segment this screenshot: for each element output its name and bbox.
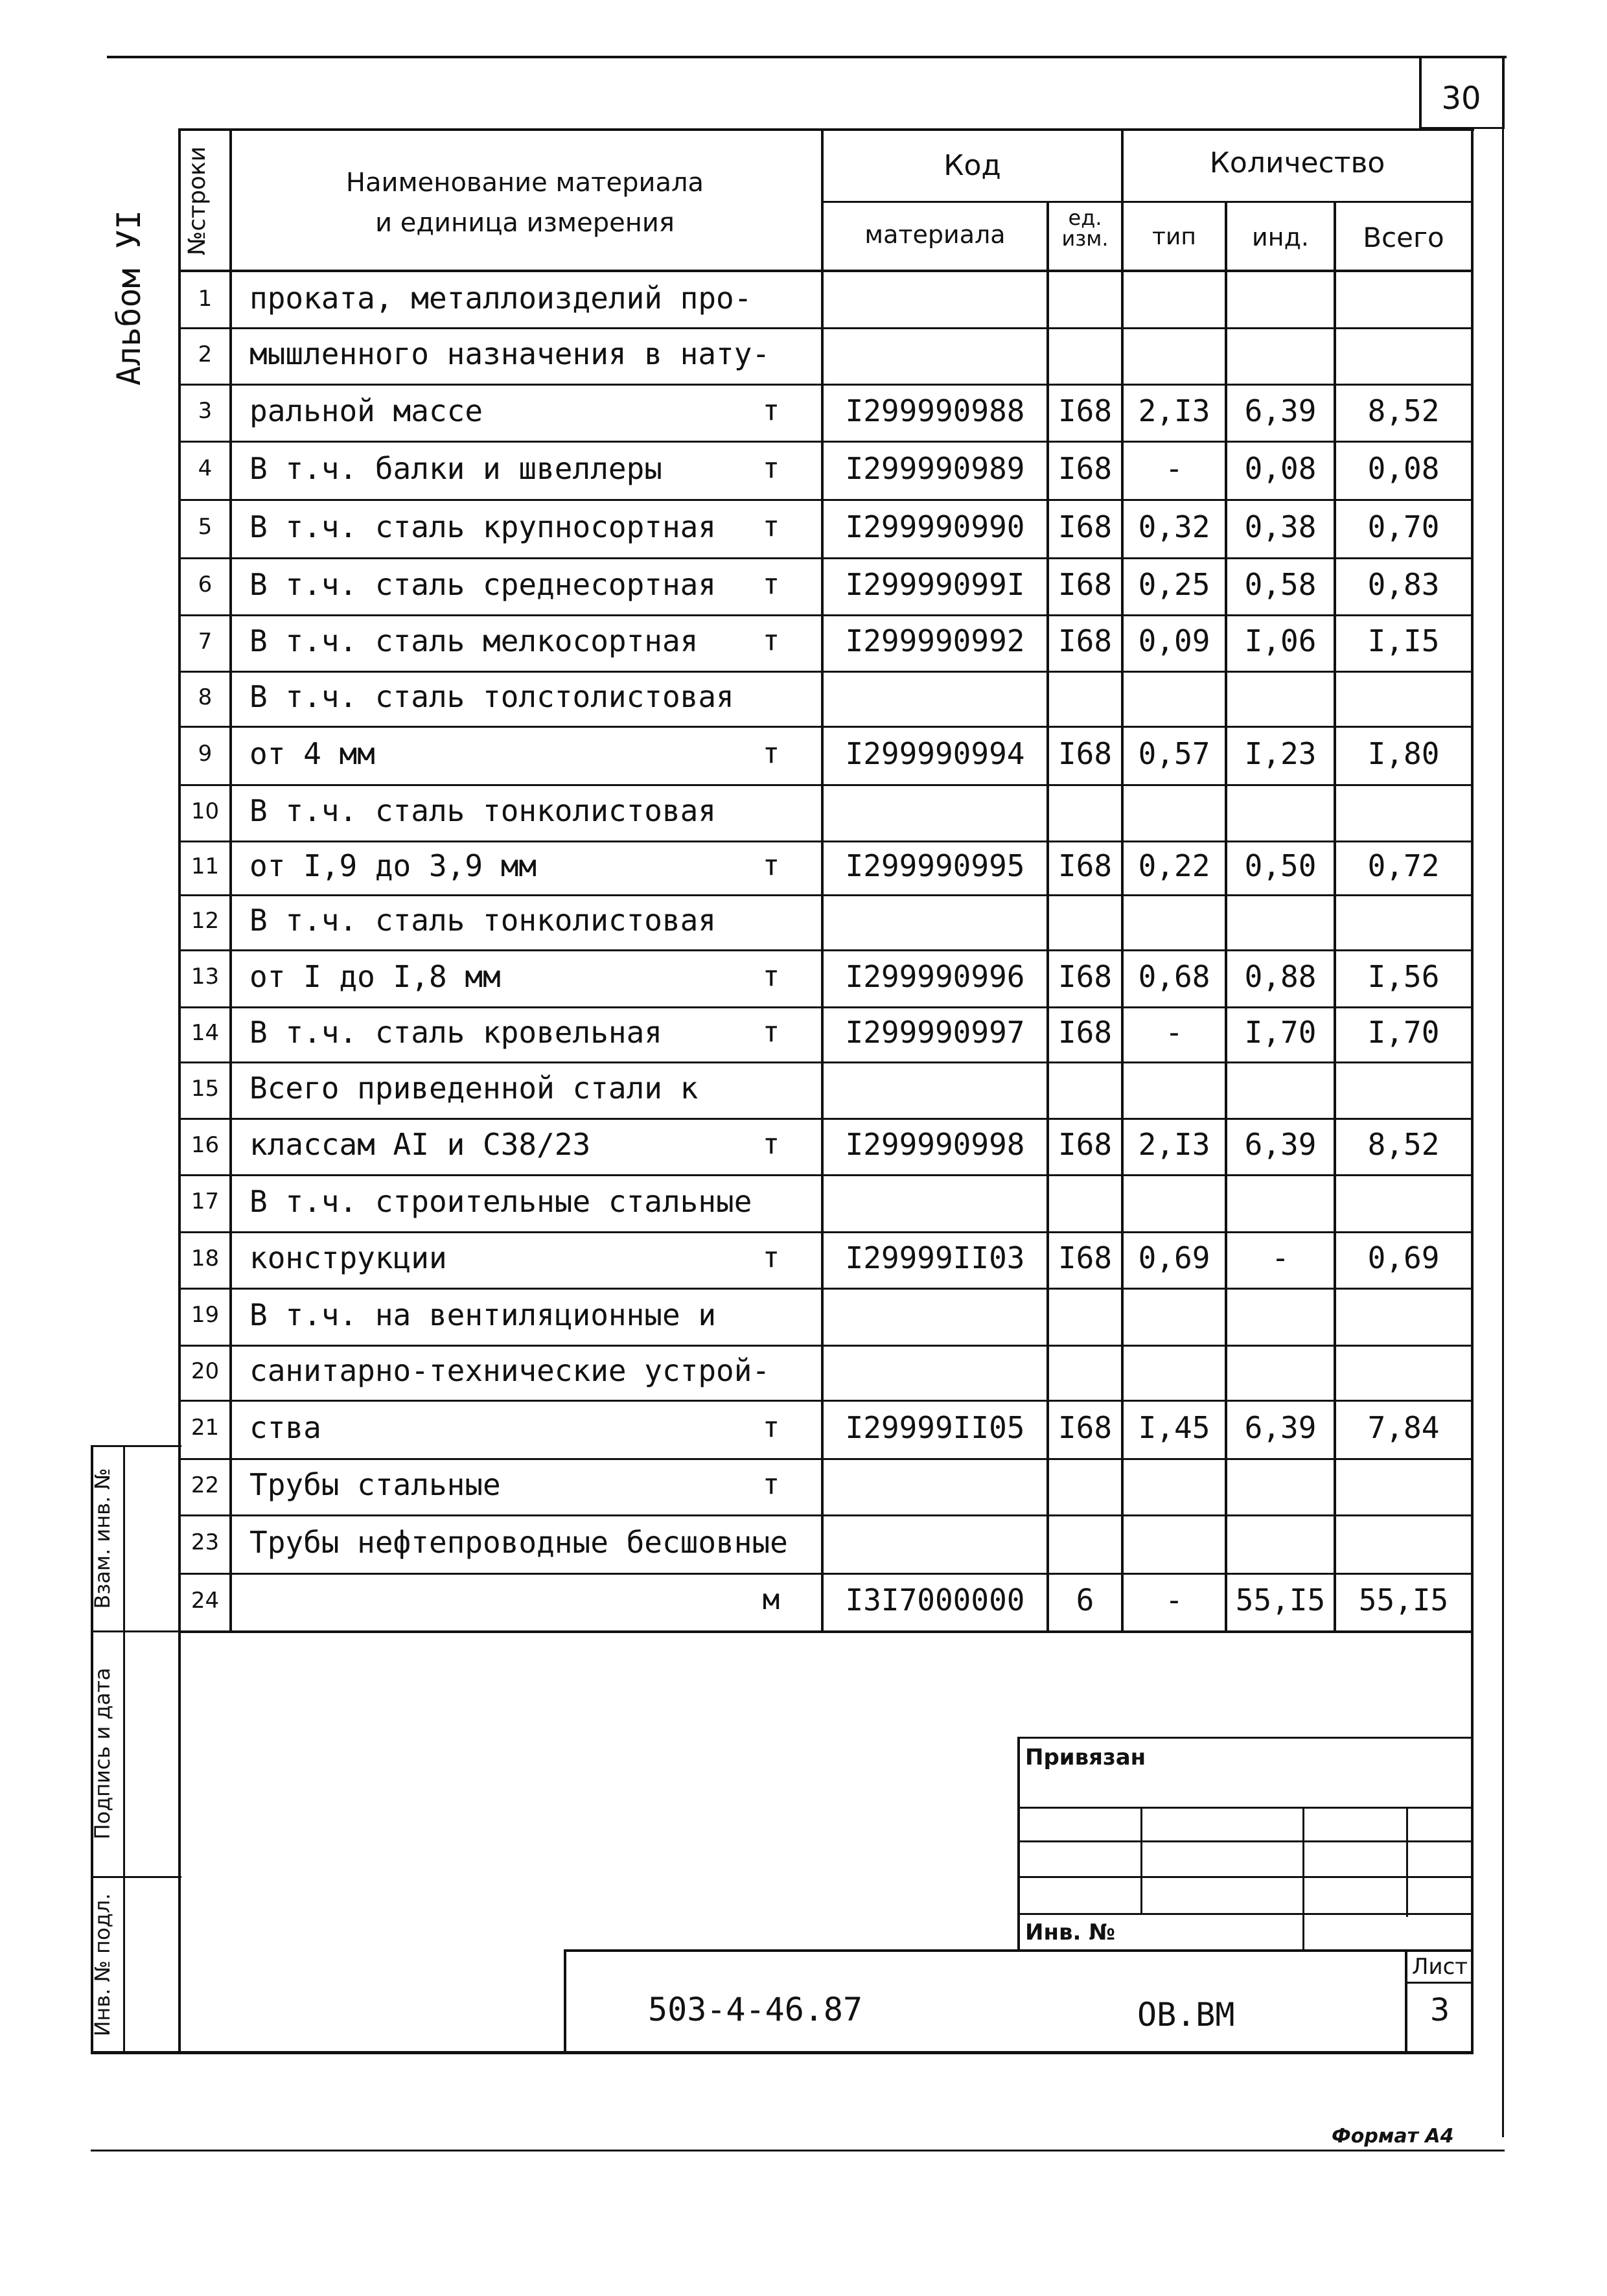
qty-type: -: [1165, 450, 1183, 486]
stamp-col3: [1406, 1807, 1408, 1917]
unit-of-measure: т: [762, 393, 780, 427]
header-code-unit-line2: изм.: [1061, 226, 1109, 251]
row-separator: [178, 1061, 1472, 1063]
side-stamp-sep1: [91, 1630, 181, 1632]
frame-bottom-border: [91, 2051, 1474, 2054]
material-name: мышленного назначения в нату-: [249, 336, 770, 372]
material-name: В т.ч. балки и швеллеры: [249, 450, 662, 486]
qty-type: 0,32: [1138, 509, 1210, 544]
row-number: 13: [191, 964, 220, 990]
material-name: Всего приведенной стали к: [249, 1071, 699, 1106]
row-separator: [178, 726, 1472, 728]
unit-of-measure: т: [762, 1241, 780, 1275]
measure-code: I68: [1058, 958, 1113, 994]
row-number: 18: [191, 1245, 220, 1271]
header-code-material: материала: [864, 220, 1006, 249]
qty-total: 8,52: [1367, 1127, 1440, 1163]
album-label: Альбом УI: [110, 210, 148, 386]
row-number: 10: [191, 798, 220, 824]
row-separator: [178, 671, 1472, 673]
qty-ind: I,70: [1244, 1015, 1317, 1050]
row-separator: [178, 614, 1472, 616]
row-number: 6: [198, 572, 213, 598]
qty-ind: 0,38: [1244, 509, 1317, 544]
row-number: 9: [198, 741, 213, 767]
stamp-block-left: [1017, 1737, 1020, 1951]
header-qty-type: тип: [1152, 224, 1196, 250]
row-separator: [178, 1118, 1472, 1120]
measure-code: I68: [1058, 1015, 1113, 1050]
unit-of-measure: т: [762, 1128, 780, 1161]
unit-of-measure: т: [762, 451, 780, 485]
material-name: В т.ч. сталь среднесортная: [249, 566, 717, 602]
header-quantity: Количество: [1209, 146, 1385, 180]
side-podpis: Подпись и дата: [90, 1667, 115, 1840]
row-separator: [178, 894, 1472, 896]
material-name: В т.ч. сталь тонколистовая: [249, 793, 717, 829]
header-qty-ind: инд.: [1252, 223, 1309, 251]
qty-ind: 55,I5: [1235, 1583, 1326, 1618]
unit-of-measure: м: [762, 1583, 780, 1617]
stamp-col2: [1302, 1807, 1304, 1949]
material-name: классам АI и С38/23: [249, 1127, 591, 1163]
stamp-row3: [1017, 1876, 1472, 1878]
material-code: I299990996: [845, 958, 1025, 994]
frame-right-outer: [1502, 128, 1504, 2137]
qty-total: I,I5: [1367, 623, 1440, 659]
sheet-box-mid: [1405, 1982, 1472, 1984]
measure-code: I68: [1058, 509, 1113, 544]
qty-type: 0,25: [1138, 566, 1210, 602]
material-name: санитарно-технические устрой-: [249, 1353, 770, 1389]
side-stamp-top: [91, 1445, 181, 1447]
unit-of-measure: т: [762, 1015, 780, 1049]
material-code: I299990990: [845, 509, 1025, 544]
sheet-label: Лист: [1411, 1954, 1468, 1980]
measure-code: I68: [1058, 1127, 1113, 1163]
material-name: конструкции: [249, 1240, 447, 1276]
qty-ind: I,06: [1244, 623, 1317, 659]
measure-code: I68: [1058, 736, 1113, 771]
qty-type: 0,57: [1138, 736, 1210, 771]
measure-code: I68: [1058, 1409, 1113, 1445]
qty-ind: 0,50: [1244, 848, 1317, 884]
unit-of-measure: т: [762, 624, 780, 658]
qty-total: 55,I5: [1358, 1583, 1449, 1618]
page-number-box-right: [1502, 56, 1505, 128]
row-number: 3: [198, 398, 213, 424]
header-code-unit: [1049, 207, 1121, 249]
material-name: от 4 мм: [249, 736, 375, 771]
unit-of-measure: т: [762, 736, 780, 770]
stamp-row2: [1017, 1840, 1472, 1842]
row-separator: [178, 1400, 1472, 1402]
qty-ind: I,23: [1244, 736, 1317, 771]
material-code: I299990988: [845, 393, 1025, 428]
material-name: В т.ч. сталь толстолистовая: [249, 679, 734, 715]
measure-code: I68: [1058, 848, 1113, 884]
qty-total: 0,08: [1367, 450, 1440, 486]
side-stamp-mid: [123, 1445, 125, 2054]
row-number: 20: [191, 1358, 220, 1384]
qty-total: 0,69: [1367, 1240, 1440, 1276]
measure-code: I68: [1058, 450, 1113, 486]
qty-ind: 0,88: [1244, 958, 1317, 994]
row-separator: [178, 327, 1472, 329]
row-number: 5: [198, 514, 213, 540]
material-code: I299990992: [845, 623, 1025, 659]
material-code: I29999099I: [845, 566, 1025, 602]
qty-ind: 6,39: [1244, 1127, 1317, 1163]
row-number: 11: [191, 853, 220, 879]
row-number: 14: [191, 1019, 220, 1046]
row-separator: [178, 1231, 1472, 1233]
header-bottom-line: [178, 270, 1472, 272]
format-label: Формат А4: [1332, 2125, 1454, 2148]
qty-type: I,45: [1138, 1409, 1210, 1445]
unit-of-measure: т: [762, 959, 780, 993]
material-code: I299990997: [845, 1015, 1025, 1050]
row-number: 2: [198, 341, 213, 367]
row-number: 15: [191, 1075, 220, 1102]
row-separator: [178, 784, 1472, 786]
row-number: 12: [191, 907, 220, 934]
qty-type: 0,68: [1138, 958, 1210, 994]
qty-ind: -: [1271, 1240, 1289, 1276]
row-separator: [178, 384, 1472, 386]
measure-code: I68: [1058, 623, 1113, 659]
qty-type: 0,22: [1138, 848, 1210, 884]
doc-code: 503-4-46.87: [648, 1991, 863, 2028]
header-code-unit-line1: ед.: [1068, 205, 1102, 230]
row-separator: [178, 1514, 1472, 1516]
qty-total: 0,83: [1367, 566, 1440, 602]
material-name: Трубы нефтепроводные бесшовные: [249, 1524, 788, 1560]
page-number: 30: [1441, 80, 1481, 117]
material-name: В т.ч. сталь тонколистовая: [249, 903, 717, 938]
row-number: 17: [191, 1189, 220, 1215]
qty-type: 0,09: [1138, 623, 1210, 659]
table-bottom-line: [178, 1630, 1472, 1633]
row-separator: [178, 1288, 1472, 1290]
qty-type: 0,69: [1138, 1240, 1210, 1276]
doc-mark: ОВ.ВМ: [1137, 1996, 1235, 2034]
material-name: В т.ч. сталь мелкосортная: [249, 623, 699, 659]
qty-total: 7,84: [1367, 1409, 1440, 1445]
unit-of-measure: т: [762, 567, 780, 601]
measure-code: I68: [1058, 566, 1113, 602]
header-name-line2: и единица измерения: [375, 208, 675, 238]
row-number: 22: [191, 1472, 220, 1498]
bottom-rule: [91, 2150, 1505, 2151]
row-number: 7: [198, 628, 213, 655]
material-name: В т.ч. сталь кровельная: [249, 1015, 662, 1050]
measure-code: 6: [1076, 1583, 1094, 1618]
qty-total: I,80: [1367, 736, 1440, 771]
qty-type: -: [1165, 1583, 1183, 1618]
row-separator: [178, 1006, 1472, 1008]
header-qty-total: Всего: [1363, 222, 1444, 253]
material-code: I29999II03: [845, 1240, 1025, 1276]
header-mid-line: [821, 201, 1472, 203]
qty-ind: 0,08: [1244, 450, 1317, 486]
qty-total: I,70: [1367, 1015, 1440, 1050]
qty-ind: 6,39: [1244, 393, 1317, 428]
material-name: ральной массе: [249, 393, 483, 428]
material-name: от I,9 до 3,9 мм: [249, 848, 537, 884]
top-rule: [107, 56, 1507, 58]
measure-code: I68: [1058, 393, 1113, 428]
material-name: Трубы стальные: [249, 1467, 501, 1503]
material-name: В т.ч. сталь крупносортная: [249, 509, 717, 544]
material-name: ства: [249, 1409, 321, 1445]
row-number: 23: [191, 1529, 220, 1556]
stamp-row4: [1017, 1913, 1472, 1915]
side-inv-podl: Инв. № подл.: [90, 1893, 115, 2037]
unit-of-measure: т: [762, 1410, 780, 1444]
header-name-line1: Наименование материала: [345, 168, 704, 198]
row-separator: [178, 1345, 1472, 1347]
col-rownum-right: [229, 128, 232, 1632]
qty-total: 8,52: [1367, 393, 1440, 428]
row-number: 21: [191, 1415, 220, 1441]
row-number: 8: [198, 684, 213, 710]
row-separator: [178, 1458, 1472, 1460]
header-row-number: №строки: [184, 146, 211, 256]
row-separator: [178, 499, 1472, 501]
qty-type: 2,I3: [1138, 1127, 1210, 1163]
row-separator: [178, 841, 1472, 842]
stamp-col1: [1140, 1807, 1142, 1913]
qty-total: 0,70: [1367, 509, 1440, 544]
qty-ind: 6,39: [1244, 1409, 1317, 1445]
row-separator: [178, 441, 1472, 443]
header-code: Код: [943, 149, 1001, 182]
material-code: I299990998: [845, 1127, 1025, 1163]
side-vzam: Взам. инв. №: [90, 1468, 115, 1609]
material-name: В т.ч. строительные стальные: [249, 1183, 752, 1219]
stamp-block-top: [1017, 1737, 1472, 1739]
table-top-border: [178, 128, 1474, 131]
row-separator: [178, 1174, 1472, 1176]
main-stamp-left: [564, 1949, 566, 2053]
material-name: проката, металлоизделий про-: [249, 281, 752, 316]
stamp-inv-no: Инв. №: [1025, 1919, 1116, 1945]
stamp-row1: [1017, 1807, 1472, 1809]
material-code: I3I7000000: [845, 1583, 1025, 1618]
row-number: 1: [198, 285, 213, 312]
qty-type: -: [1165, 1015, 1183, 1050]
material-name: от I до I,8 мм: [249, 958, 501, 994]
material-code: I299990995: [845, 848, 1025, 884]
qty-total: I,56: [1367, 958, 1440, 994]
qty-ind: 0,58: [1244, 566, 1317, 602]
main-stamp-top: [564, 1949, 1472, 1952]
qty-type: 2,I3: [1138, 393, 1210, 428]
frame-right-border: [1471, 128, 1474, 2053]
material-code: I299990989: [845, 450, 1025, 486]
material-name: В т.ч. на вентиляционные и: [249, 1297, 717, 1332]
stamp-privyazan: Привязан: [1025, 1745, 1146, 1770]
row-separator: [178, 949, 1472, 951]
qty-total: 0,72: [1367, 848, 1440, 884]
page-number-box-left: [1419, 56, 1422, 128]
unit-of-measure: т: [762, 1468, 780, 1502]
measure-code: I68: [1058, 1240, 1113, 1276]
row-separator: [178, 557, 1472, 559]
sheet-number: 3: [1429, 1992, 1450, 2028]
row-number: 19: [191, 1302, 220, 1328]
row-number: 24: [191, 1587, 220, 1614]
row-number: 4: [198, 456, 213, 482]
material-code: I299990994: [845, 736, 1025, 771]
material-code: I29999II05: [845, 1409, 1025, 1445]
unit-of-measure: т: [762, 509, 780, 543]
row-number: 16: [191, 1131, 220, 1158]
unit-of-measure: т: [762, 849, 780, 883]
row-separator: [178, 1573, 1472, 1575]
